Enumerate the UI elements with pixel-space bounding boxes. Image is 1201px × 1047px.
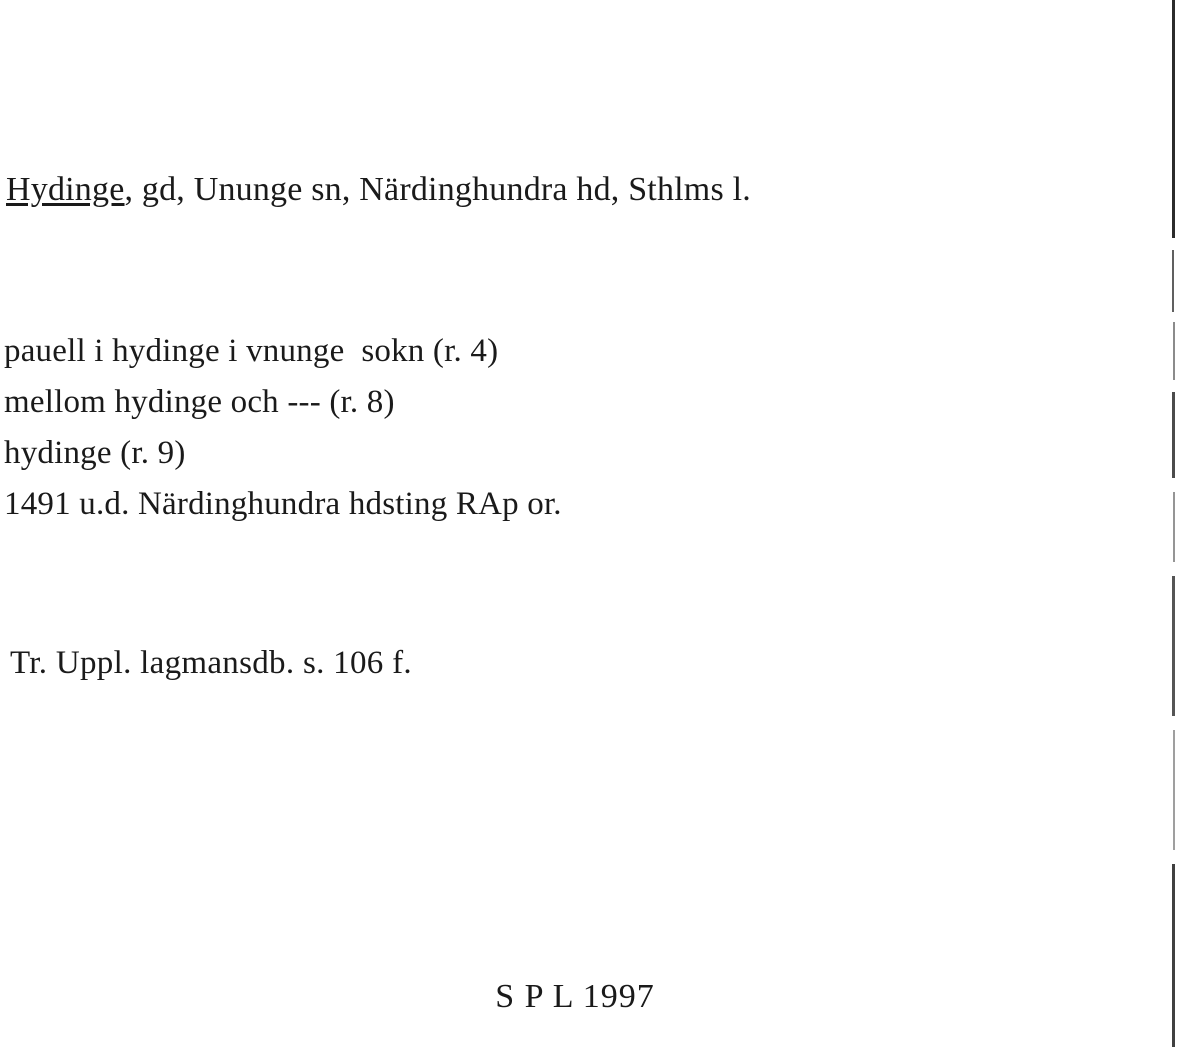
page-footer: S P L 1997 <box>495 978 655 1015</box>
source-reference: Tr. Uppl. lagmansdb. s. 106 f. <box>10 645 412 681</box>
scan-edge-artifact <box>1173 492 1175 562</box>
citation-line: hydinge (r. 9) <box>4 435 186 471</box>
scan-edge-artifact <box>1172 250 1174 312</box>
citation-line: mellom hydinge och --- (r. 8) <box>4 384 395 420</box>
scan-edge-artifact <box>1172 864 1175 1047</box>
headword: Hydinge <box>6 171 125 208</box>
headword-qualifiers: , gd, Ununge sn, Närdinghundra hd, Sthlms l. <box>124 171 751 208</box>
scan-edge-artifact <box>1172 392 1175 478</box>
citation-line: 1491 u.d. Närdinghundra hdsting RAp or. <box>4 486 562 522</box>
scan-edge-artifact <box>1172 576 1175 716</box>
entry-heading <box>6 170 751 209</box>
scan-edge-artifact <box>1173 730 1175 850</box>
citation-line: pauell i hydinge i vnunge sokn (r. 4) <box>4 333 499 369</box>
citation-list <box>4 335 562 539</box>
scan-edge-artifact <box>1172 0 1175 238</box>
scan-edge-artifact <box>1173 322 1175 380</box>
